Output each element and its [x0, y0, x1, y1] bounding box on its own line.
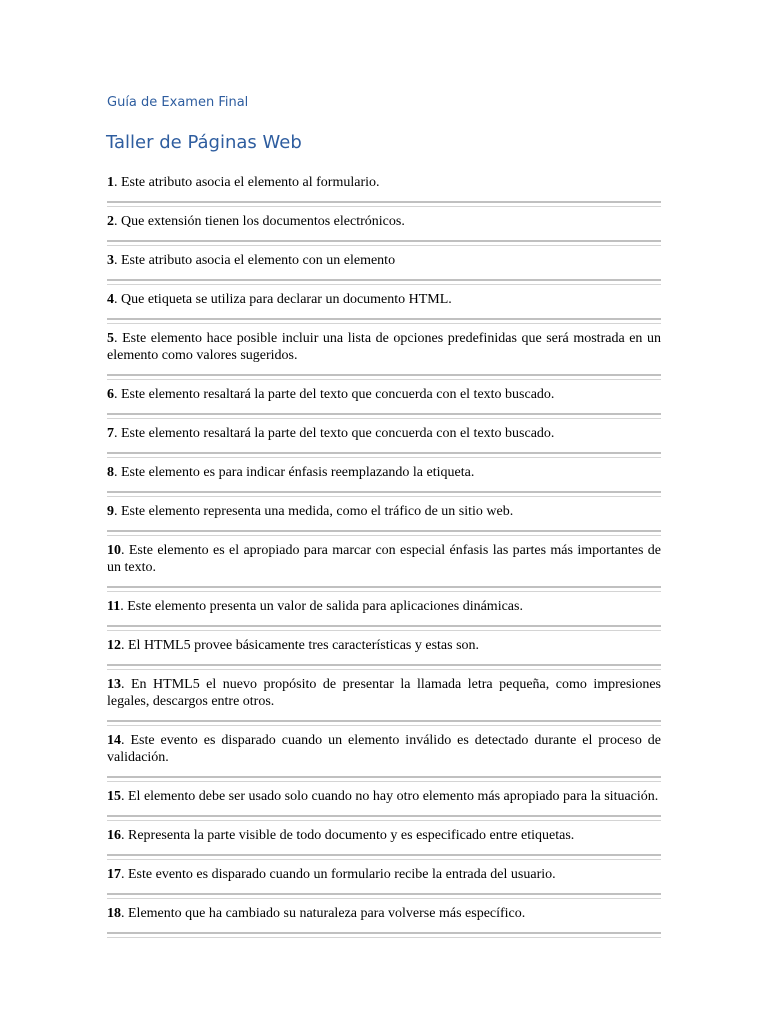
question-item: [107, 460, 661, 493]
question-item: [107, 633, 661, 666]
question-number: 10: [107, 543, 121, 558]
question-text: . En HTML5 el nuevo propósito de presentar la llamada letra pequeña, como impresiones legales, descargos entre otros.: [107, 677, 661, 709]
question-item: [107, 326, 661, 376]
document-title: Taller de Páginas Web: [106, 132, 302, 153]
question-number: 5: [107, 331, 114, 346]
question-number: 14: [107, 733, 121, 748]
question-text: . Que extensión tienen los documentos electrónicos.: [114, 214, 405, 229]
question-item: [107, 594, 661, 627]
question-item: [107, 784, 661, 817]
question-number: 3: [107, 253, 114, 268]
question-item: [107, 209, 661, 242]
question-text: . Este elemento hace posible incluir una lista de opciones predefinidas que será mostrada en un elemento como valores sugeridos.: [107, 331, 661, 363]
question-text: . Este atributo asocia el elemento con un elemento: [114, 253, 396, 268]
question-number: 8: [107, 465, 114, 480]
question-item: [107, 901, 661, 934]
question-text: . Este elemento representa una medida, como el tráfico de un sitio web.: [114, 504, 514, 519]
question-text: . Este evento es disparado cuando un formulario recibe la entrada del usuario.: [121, 867, 556, 882]
question-item: [107, 248, 661, 281]
question-item: [107, 382, 661, 415]
question-text: . Este elemento es para indicar énfasis reemplazando la etiqueta.: [114, 465, 475, 480]
question-number: 4: [107, 292, 114, 307]
question-text: . Representa la parte visible de todo documento y es especificado entre etiquetas.: [121, 828, 575, 843]
question-number: 6: [107, 387, 114, 402]
question-item: [107, 499, 661, 532]
question-number: 2: [107, 214, 114, 229]
question-text: . El elemento debe ser usado solo cuando no hay otro elemento más apropiado para la situación.: [121, 789, 659, 804]
question-number: 12: [107, 638, 121, 653]
document-subtitle: Guía de Examen Final: [107, 95, 249, 110]
question-text: . Este elemento resaltará la parte del texto que concuerda con el texto buscado.: [114, 426, 555, 441]
question-number: 16: [107, 828, 121, 843]
question-item: [107, 287, 661, 320]
question-number: 13: [107, 677, 121, 692]
question-item: [107, 538, 661, 588]
question-text: . Que etiqueta se utiliza para declarar un documento HTML.: [114, 292, 452, 307]
question-number: 7: [107, 426, 114, 441]
question-number: 11: [107, 599, 121, 614]
question-item: [107, 421, 661, 454]
question-number: 1: [107, 175, 114, 190]
question-number: 9: [107, 504, 114, 519]
question-text: . Este elemento presenta un valor de salida para aplicaciones dinámicas.: [120, 599, 523, 614]
question-item: [107, 170, 661, 203]
question-text: . El HTML5 provee básicamente tres características y estas son.: [121, 638, 480, 653]
question-number: 15: [107, 789, 121, 804]
question-number: 17: [107, 867, 121, 882]
question-text: . Este elemento resaltará la parte del texto que concuerda con el texto buscado.: [114, 387, 555, 402]
question-item: [107, 672, 661, 722]
question-item: [107, 728, 661, 778]
question-text: . Este atributo asocia el elemento al formulario.: [114, 175, 380, 190]
question-item: [107, 823, 661, 856]
question-number: 18: [107, 906, 121, 921]
question-text: . Este elemento es el apropiado para marcar con especial énfasis las partes más importantes de un texto.: [107, 543, 661, 575]
question-text: . Este evento es disparado cuando un elemento inválido es detectado durante el proceso de validación.: [107, 733, 661, 765]
question-text: . Elemento que ha cambiado su naturaleza para volverse más específico.: [121, 906, 526, 921]
question-item: [107, 862, 661, 895]
question-list: [107, 170, 661, 934]
